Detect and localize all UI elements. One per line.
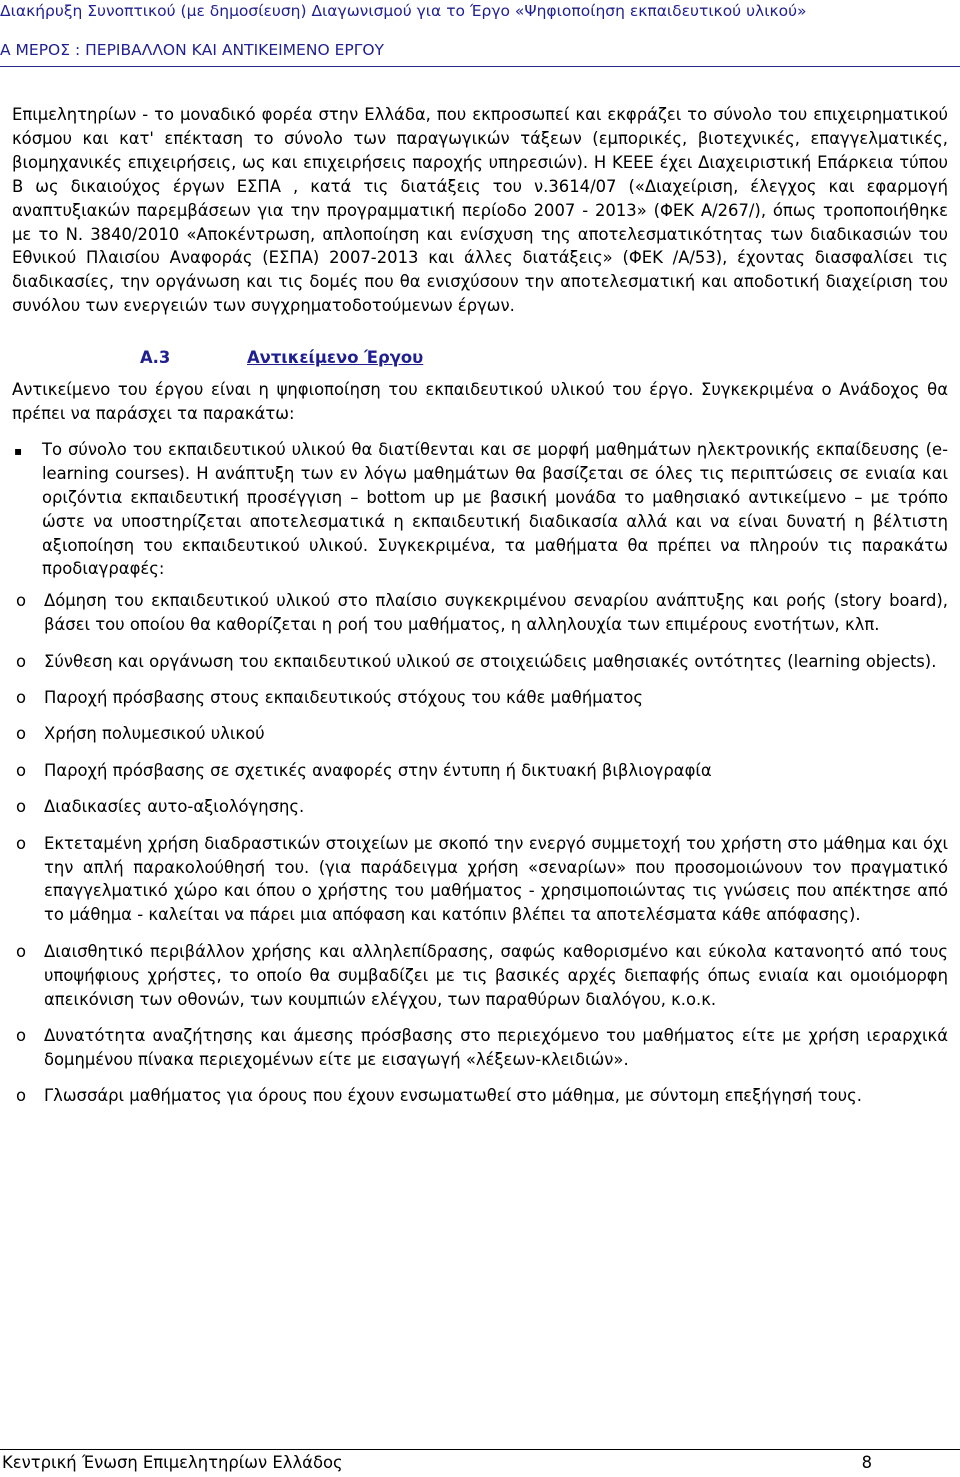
- spec-item-text: Γλωσσάρι μαθήματος για όρους που έχουν ενσωματωθεί στο μάθημα, με σύντομη επεξήγησή τους.: [44, 1086, 862, 1106]
- header-title: Διακήρυξη Συνοπτικού (με δημοσίευση) Διαγωνισμού για το Έργο «Ψηφιοποίηση εκπαιδευτικού υλικού»: [0, 2, 807, 20]
- spec-item: [12, 795, 948, 819]
- spec-item: [12, 832, 948, 928]
- header-divider: [0, 66, 960, 67]
- circle-bullet-icon: o: [16, 688, 27, 708]
- section-number: Α.3: [140, 348, 171, 368]
- object-paragraph: Αντικείμενο του έργου είναι η ψηφιοποίηση του εκπαιδευτικού υλικού του έργο. Συγκεκριμένα ο Ανάδοχος θα πρέπει να παράσχει τα παρακάτω:: [12, 380, 948, 423]
- spec-item-text: Διαισθητικό περιβάλλον χρήσης και αλληλεπίδρασης, σαφώς καθορισμένο και εύκολα κατανοητό από τους υποψήφιους χρήστες, το οποίο θα συμβαδίζει με τις βασικές αρχές διεπαφής όπως ενιαία και ομοιόμορφη απεικόνιση των οθονών, των κουμπιών ελέγχου, των παραθύρων διαλόγου, κ.ο.κ.: [44, 941, 948, 1009]
- spec-item-text: Διαδικασίες αυτο-αξιολόγησης.: [44, 797, 305, 817]
- circle-bullet-icon: o: [16, 591, 27, 611]
- footer-divider: [0, 1449, 960, 1450]
- spec-item-text: Δυνατότητα αναζήτησης και άμεσης πρόσβασης στο περιεχόμενο του μαθήματος είτε με χρήση ιεραρχικά δομημένου πίνακα περιεχομένων είτε με εισαγωγή «λέξεων-κλειδιών».: [44, 1026, 948, 1069]
- intro-paragraph: Επιμελητηρίων - το μοναδικό φορέα στην Ελλάδα, που εκπροσωπεί και εκφράζει το σύνολο του επιχειρηματικού κόσμου και κατ' επέκταση το σύνολο των παραγωγικών τάξεων (εμπορικές, βιοτεχνικές, επαγγελματικές, βιομηχανικές επιχειρήσεις, ως και επιχειρήσεις παροχής υπηρεσιών). Η ΚΕΕΕ έχει Διαχειριστική Επάρκεια τύπου Β ως δικαιούχος έργων ΕΣΠΑ , κατά τις διατάξεις του ν.3614/07 («Διαχείριση, έλεγχος και εφαρμογή αναπτυξιακών παρεμβάσεων για την προγραμματική περίοδο 2007 - 2013» (ΦΕΚ Α/267/), όπως τροποποιήθηκε με το Ν. 3840/2010 «Αποκέντρωση, απλοποίηση και ενίσχυση της αποτελεσματικότητας των διαδικασιών του Εθνικού Πλαισίου Αναφοράς (ΕΣΠΑ) 2007-2013 και άλλες διατάξεις» (ΦΕΚ /Α/53), έχοντας διασφαλίσει τις διαδικασίες, την οργάνωση και τις δομές που θα ενισχύσουν την αποτελεσματική και αποδοτική διαχείριση του συνόλου των ενεργειών των συγχρηματοδοτούμενων έργων.: [12, 105, 948, 316]
- square-bullet-icon: ▪: [14, 443, 23, 458]
- spec-item: [12, 589, 948, 637]
- spec-item: [12, 1084, 948, 1108]
- circle-bullet-icon: o: [16, 833, 27, 853]
- circle-bullet-icon: o: [16, 724, 27, 744]
- circle-bullet-icon: o: [16, 1026, 27, 1045]
- spec-item-text: Εκτεταμένη χρήση διαδραστικών στοιχείων με σκοπό την ενεργό συμμετοχή του χρήστη στο μάθημα και όχι την απλή παρακολούθησή του. (για παράδειγμα χρήση «σεναρίων» που προσομοιώνουν τον πραγματικό επαγγελματικό χώρο και όπου ο χρήστης του μαθήματος - χρησιμοποιώντας τις γνώσεις που απέκτησε από το μάθημα - καλείται να πάρει μια απόφαση και κατόπιν βλέπει τα αποτελέσματα κάθε απόφασης).: [44, 833, 948, 925]
- circle-bullet-icon: o: [16, 1086, 27, 1106]
- spec-item: [12, 1024, 948, 1072]
- spec-item: [12, 686, 948, 710]
- section-title: Αντικείμενο Έργου: [247, 348, 424, 368]
- spec-item-text: Παροχή πρόσβασης στους εκπαιδευτικούς στόχους του κάθε μαθήματος: [44, 688, 643, 708]
- bullet-item: [12, 438, 948, 581]
- circle-bullet-icon: o: [16, 797, 27, 817]
- spec-item: [12, 759, 948, 783]
- spec-item-text: Παροχή πρόσβασης σε σχετικές αναφορές στην έντυπη ή δικτυακή βιβλιογραφία: [44, 760, 712, 780]
- spec-item: [12, 940, 948, 1012]
- spec-list: [12, 589, 948, 1108]
- spec-item: [12, 722, 948, 746]
- circle-bullet-icon: o: [16, 941, 27, 961]
- footer-organization: Κεντρική Ένωση Επιμελητηρίων Ελλάδος: [2, 1453, 343, 1472]
- header-section: Α ΜΕΡΟΣ : ΠΕΡΙΒΑΛΛΟΝ ΚΑΙ ΑΝΤΙΚΕΙΜΕΝΟ ΕΡΓΟΥ: [0, 41, 385, 59]
- bullet-text: Το σύνολο του εκπαιδευτικού υλικού θα διατίθενται και σε μορφή μαθημάτων ηλεκτρονικής εκπαίδευσης (e-learning courses). Η ανάπτυξη των εν λόγω μαθημάτων θα βασίζεται σε όλες τις περιπτώσεις σε ενιαία και οριζόντια εκπαιδευτική προσέγγιση – bottom up με βασική μονάδα το μαθησιακό αντικείμενο – με τρόπο ώστε να υποστηρίζεται αποτελεσματικά η εκπαιδευτική διαδικασία αλλά και να είναι δυνατή η βέλτιστη αξιοποίηση του εκπαιδευτικού υλικού. Συγκεκριμένα, τα μαθήματα θα πρέπει να πληρούν τις παρακάτω προδιαγραφές:: [42, 439, 948, 579]
- section-heading: [12, 346, 948, 370]
- circle-bullet-icon: o: [16, 760, 27, 780]
- document-footer: [2, 1453, 872, 1472]
- document-body: [12, 103, 948, 1121]
- spec-item: [12, 650, 948, 674]
- circle-bullet-icon: o: [16, 651, 27, 671]
- spec-item-text: Σύνθεση και οργάνωση του εκπαιδευτικού υλικού σε στοιχειώδεις μαθησιακές οντότητες (learning objects).: [44, 651, 937, 671]
- spec-item-text: Χρήση πολυμεσικού υλικού: [44, 724, 265, 744]
- spec-item-text: Δόμηση του εκπαιδευτικού υλικού στο πλαίσιο συγκεκριμένου σεναρίου ανάπτυξης και ροής (story board), βάσει του οποίου θα καθορίζεται η ροή του μαθήματος, η αλληλουχία των επιμέρους ενοτήτων, κλπ.: [44, 591, 948, 635]
- page-number: 8: [861, 1453, 872, 1472]
